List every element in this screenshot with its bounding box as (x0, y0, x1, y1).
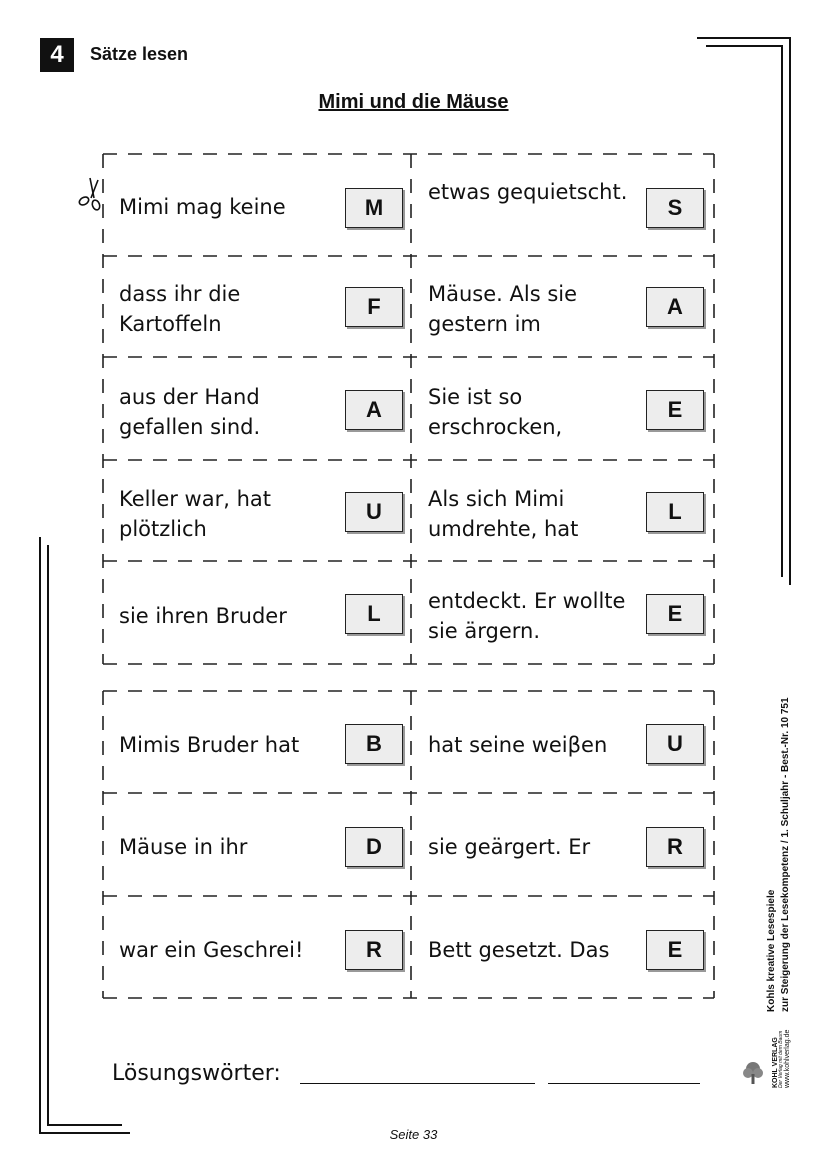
card-right-letter: U (646, 724, 704, 764)
card-left-text: dass ihr die Kartoffeln (119, 282, 241, 336)
card-left-text: Mimi mag keine (119, 195, 286, 219)
side-text-line2: zur Steigerung der Lesekompetenz / 1. Schuljahr - Best.-Nr. 10 751 (780, 697, 791, 1012)
card-left-letter: D (345, 827, 403, 867)
card-right-letter: A (646, 287, 704, 327)
solution-line-2[interactable] (548, 1083, 700, 1084)
card-right-letter: E (646, 594, 704, 634)
side-publisher-info (760, 640, 800, 1100)
card-right-text: entdeckt. Er wollte sie ärgern. (428, 589, 626, 643)
card-right-letter: E (646, 930, 704, 970)
card-left-letter: L (345, 594, 403, 634)
task-heading: Sätze lesen (90, 44, 189, 64)
card-left-letter: U (345, 492, 403, 532)
card-left-letter: B (345, 724, 403, 764)
card-left-text: war ein Geschrei! (119, 938, 304, 962)
card-right-text: Mäuse. Als sie gestern im (428, 282, 578, 336)
solution-label: Lösungswörter: (112, 1061, 281, 1086)
card-left-text: Mimis Bruder hat (119, 733, 300, 757)
card-left-letter: M (345, 188, 403, 228)
card-right-text: Bett gesetzt. Das (428, 938, 610, 962)
card-right-text: etwas gequietscht. (428, 180, 628, 204)
scissors-icon (76, 176, 106, 212)
card-left-letter: F (345, 287, 403, 327)
task-number-badge: 4 (40, 38, 74, 72)
card-right-text: hat seine weiβen (428, 733, 608, 757)
side-text-line1: Kohls kreative Lesespiele (766, 889, 777, 1012)
card-right-letter: S (646, 188, 704, 228)
card-left-text: Mäuse in ihr (119, 835, 248, 859)
card-right-letter: E (646, 390, 704, 430)
card-right-text: sie geärgert. Er (428, 835, 591, 859)
solution-line-1[interactable] (300, 1083, 535, 1084)
page-title: Mimi und die Mäuse (318, 91, 509, 113)
card-right-text: Als sich Mimi umdrehte, hat (428, 487, 579, 541)
card-right-letter: R (646, 827, 704, 867)
card-right-letter: L (646, 492, 704, 532)
page-number: Seite 33 (389, 1127, 438, 1142)
card-left-letter: A (345, 390, 403, 430)
publisher-logo: KOHL VERLAG (772, 1037, 779, 1088)
card-left-letter: R (345, 930, 403, 970)
publisher-tagline: Der Verlag mit dem Baum (778, 1030, 784, 1088)
card-right-text: Sie ist so erschrocken, (428, 385, 563, 439)
card-left-text: aus der Hand gefallen sind. (119, 385, 261, 439)
card-left-text: sie ihren Bruder (119, 604, 287, 628)
card-left-text: Keller war, hat plötzlich (119, 487, 271, 541)
tree-logo-icon (742, 1060, 764, 1086)
publisher-url: www.kohlverlag.de (784, 1029, 791, 1088)
